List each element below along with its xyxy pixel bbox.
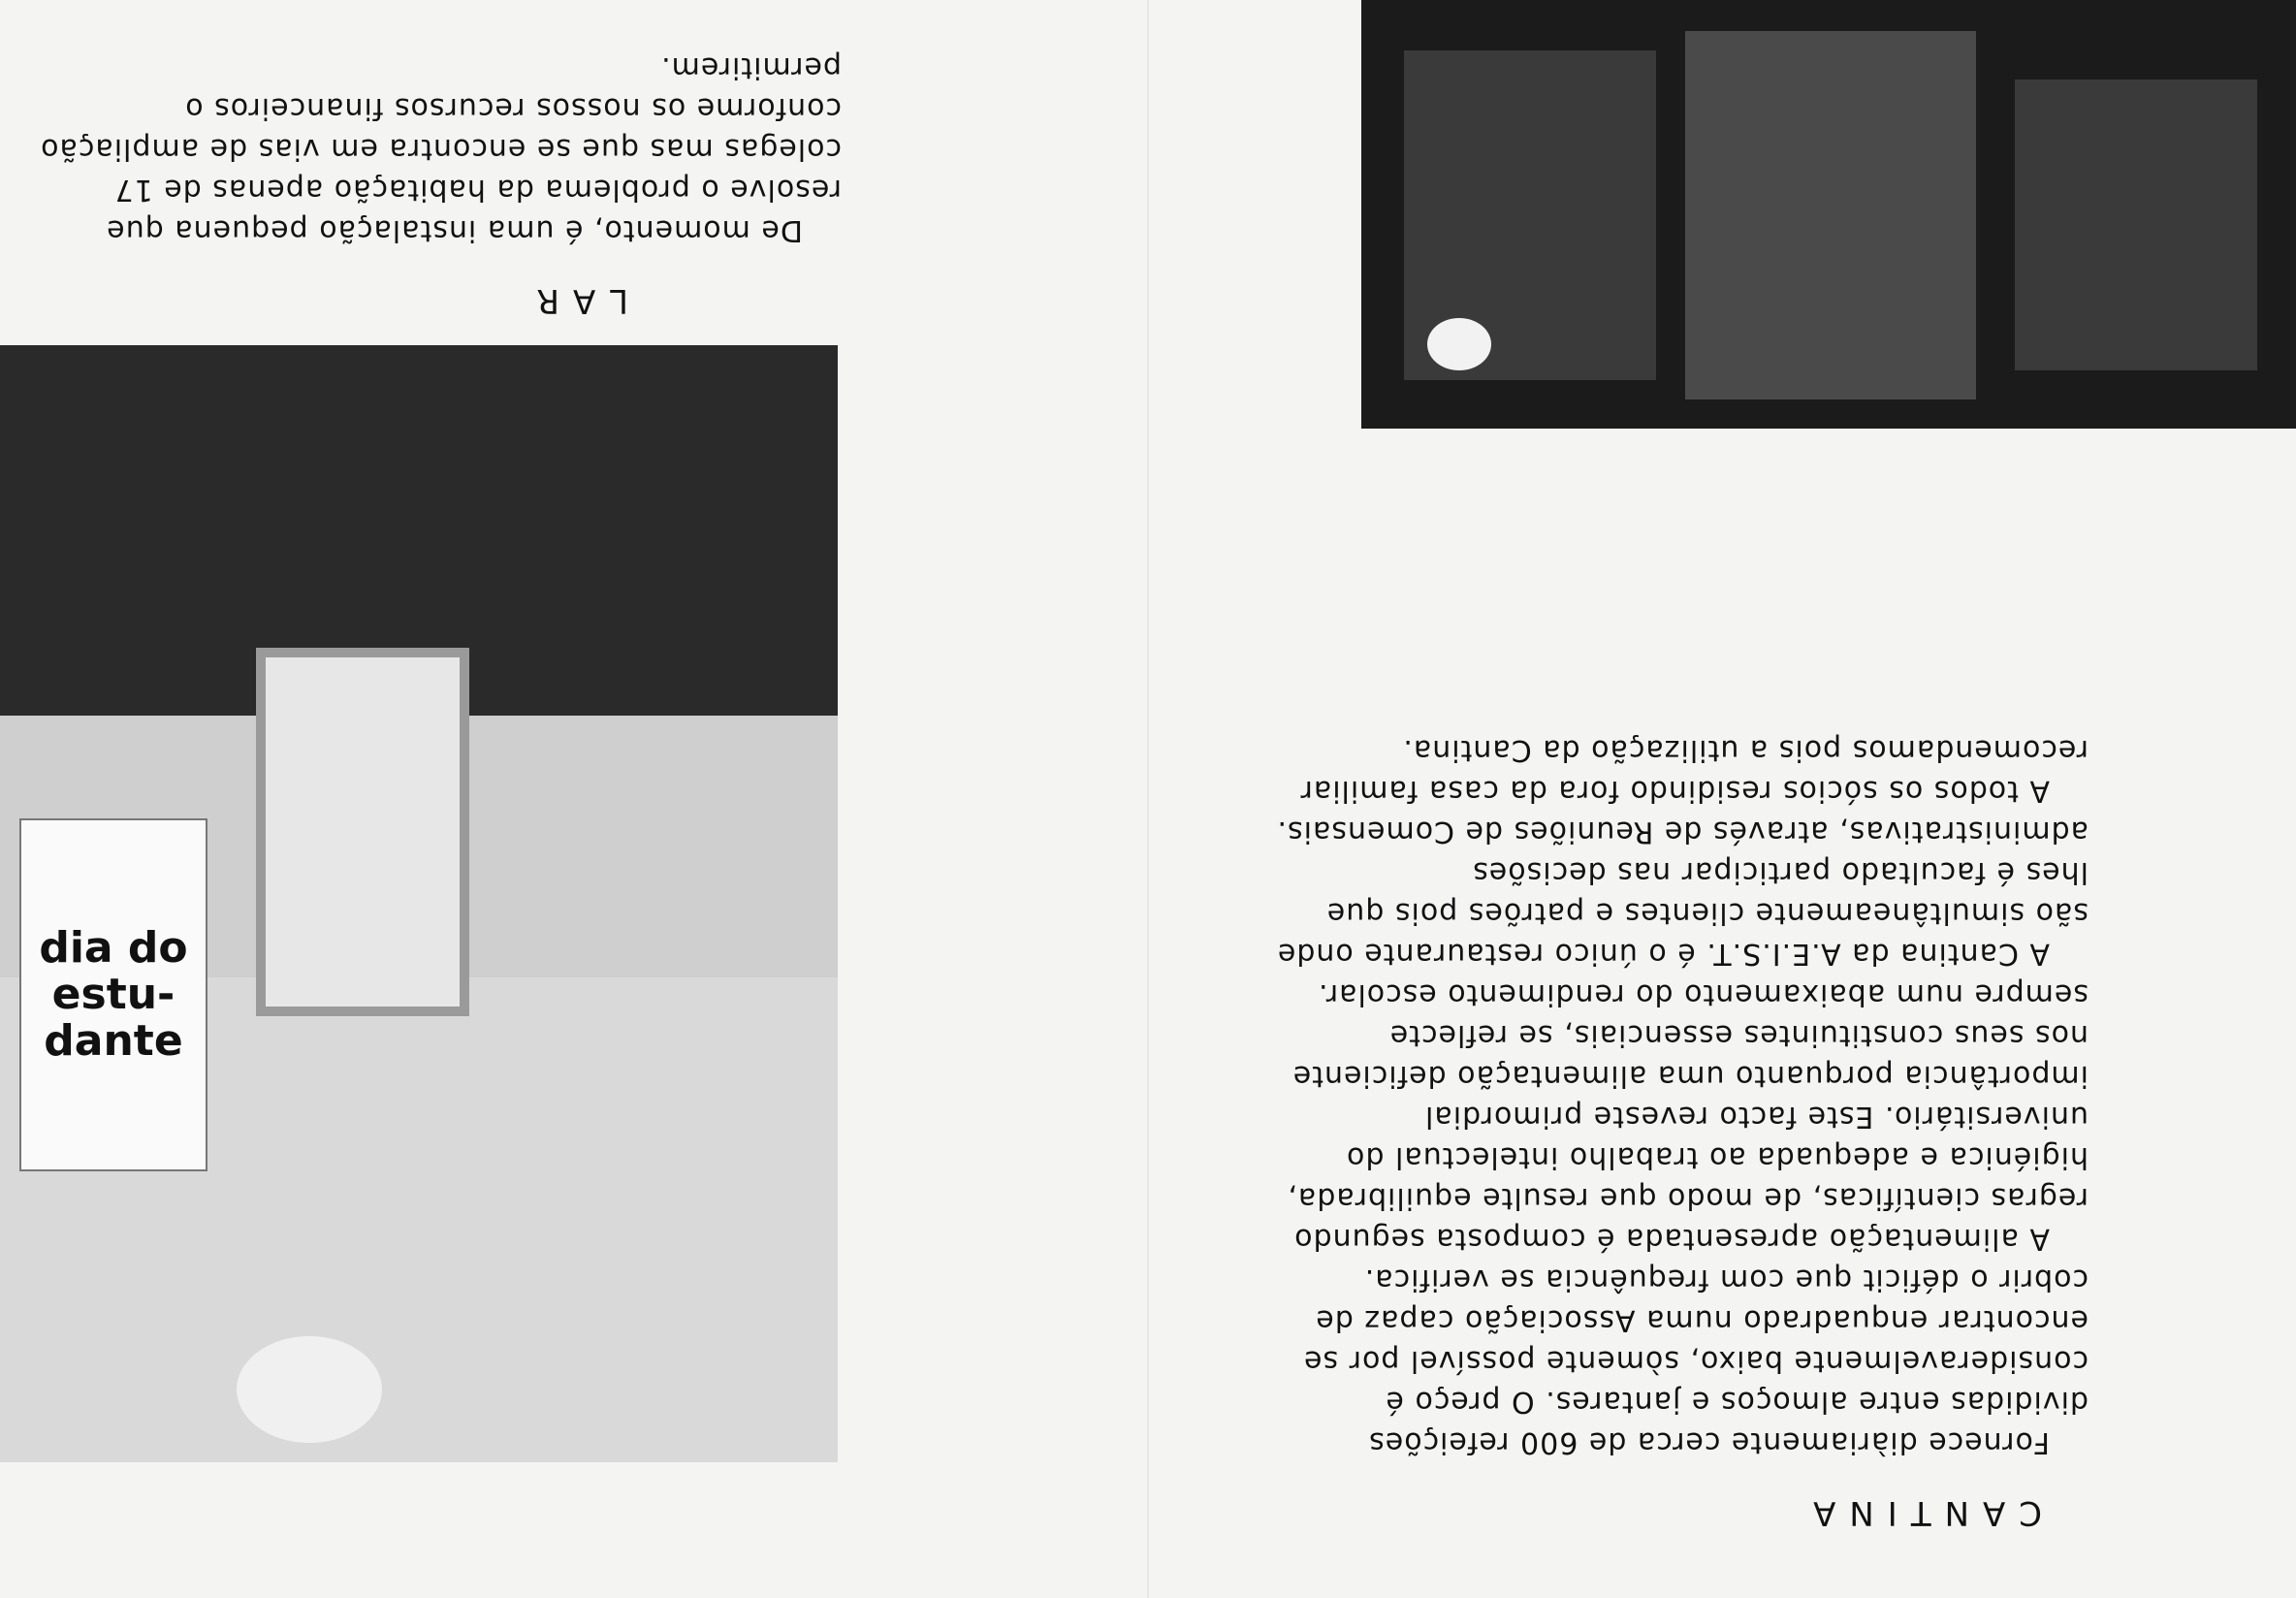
cantina-paragraph-1: Fornece diàriamente cerca de 600 refeições divididas entre almoços e jantares. O preço é consideravelmente baixo, sòmente possível por se encontrar enquadrado numa Associação capaz de cobrir o déficit que com frequência se verifica. [1303, 1262, 2089, 1459]
cantina-photo [1361, 0, 2296, 429]
lar-room-photo [0, 345, 838, 1462]
lar-heading: LAR [523, 280, 628, 320]
poster-line-3: dante [44, 1016, 183, 1066]
window [256, 648, 469, 1016]
poster-line-1: dia do [39, 923, 188, 973]
page-fold [1147, 0, 1149, 1598]
cantina-paragraph-4: A todos os sócios residindo fora da casa familiar recomendamos pois a utilização da Cantina. [1299, 733, 2089, 808]
cantina-paragraph-2: A alimentação apresentada é composta segundo regras científicas, de modo que resulte equilibrada, higiénica e adequada ao trabalho intelectual do universitário. Este facto reveste primordial importância porquanto uma alimentação deficiente nos seus constituintes essenciais, se reflecte sempre num abaixamento do rendimento escolar. [1287, 977, 2089, 1256]
lamp [237, 1336, 382, 1443]
dia-do-estudante-poster [19, 818, 207, 1171]
lar-body [27, 47, 842, 250]
cantina-heading: CANTINA [1800, 1492, 2042, 1532]
lar-paragraph-1: De momento, é uma instalação pequena que resolve o problema da habitação apenas de 17 colegas mas que se encontra em vias de ampliação conforme os nossos recursos financeiros o permitirem. [40, 50, 842, 247]
cantina-paragraph-3: A Cantina da A.E.I.S.T. é o único restaurante onde são simultâneamente clientes e patrões pois que lhes é facultado participar nas decisões administrativas, através de Reuniões de Comensais. [1276, 815, 2089, 971]
poster-line-2: estu- [51, 970, 175, 1019]
cantina-body [1274, 729, 2089, 1462]
